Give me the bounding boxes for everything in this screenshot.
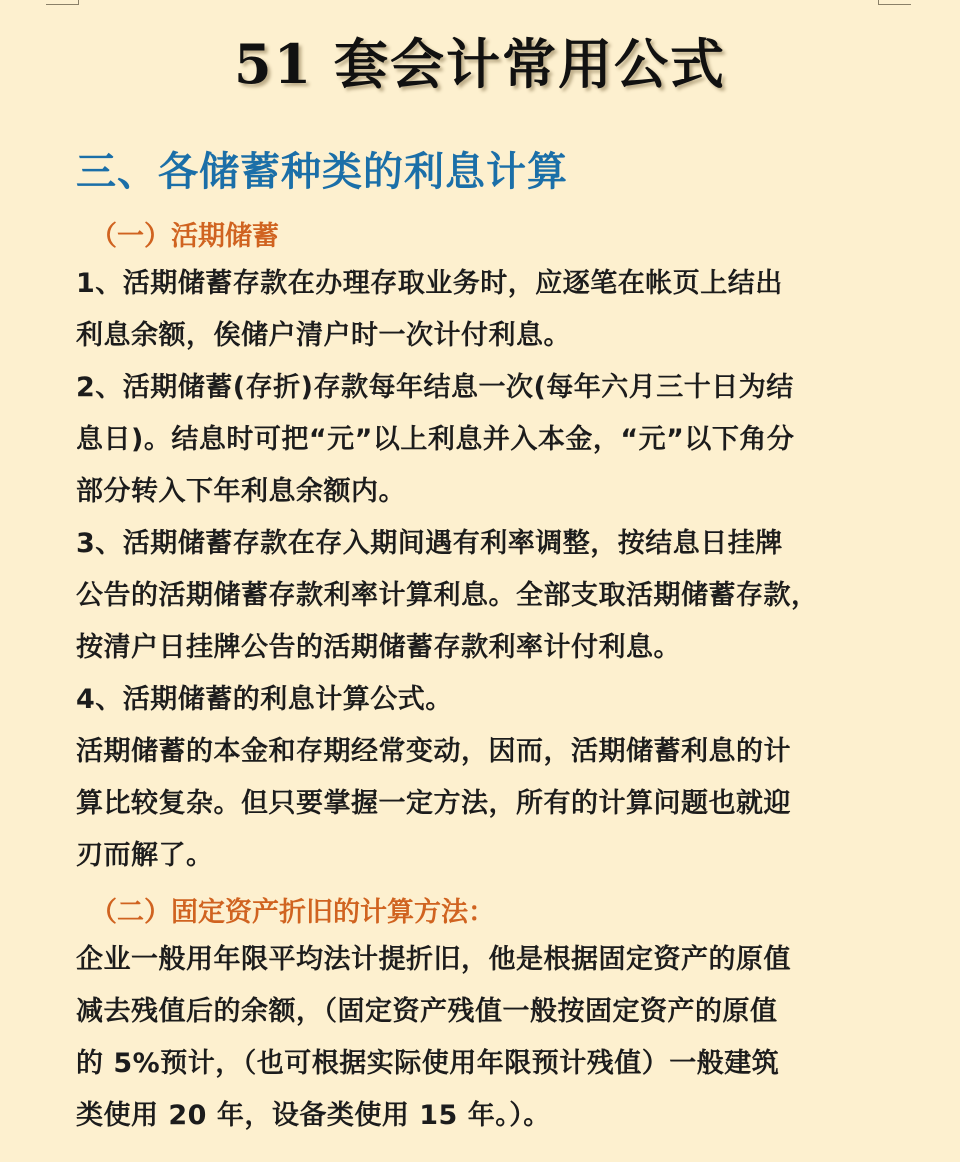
paragraph-line: 2、活期储蓄(存折)存款每年结息一次(每年六月三十日为结	[76, 372, 794, 403]
paragraph-line: 的 5%预计，（也可根据实际使用年限预计残值）一般建筑	[76, 1048, 780, 1079]
paragraph-item-3	[76, 518, 906, 674]
paragraph-line: 按清户日挂牌公告的活期储蓄存款利率计付利息。	[76, 632, 681, 663]
paragraph-line: 利息余额，俟储户清户时一次计付利息。	[76, 320, 571, 351]
crop-mark-top-right	[878, 0, 911, 5]
paragraph-item-4	[76, 674, 906, 726]
paragraph-item-2	[76, 362, 906, 518]
paragraph-line: 公告的活期储蓄存款利率计算利息。全部支取活期储蓄存款，	[76, 580, 819, 611]
paragraph-line: 企业一般用年限平均法计提折旧，他是根据固定资产的原值	[76, 944, 791, 975]
paragraph-line: 刃而解了。	[76, 840, 214, 871]
paragraph-line: 1、活期储蓄存款在办理存取业务时，应逐笔在帐页上结出	[76, 268, 783, 299]
subsection-heading-demand-savings: （一）活期储蓄	[90, 221, 279, 252]
paragraph-line: 算比较复杂。但只要掌握一定方法，所有的计算问题也就迎	[76, 788, 791, 819]
paragraph-line: 活期储蓄的本金和存期经常变动，因而，活期储蓄利息的计	[76, 736, 791, 767]
paragraph-line: 4、活期储蓄的利息计算公式。	[76, 684, 453, 715]
paragraph-depreciation	[76, 934, 906, 1142]
subsection-heading-depreciation: （二）固定资产折旧的计算方法：	[90, 897, 495, 928]
paragraph-line: 3、活期储蓄存款在存入期间遇有利率调整，按结息日挂牌	[76, 528, 783, 559]
paragraph-line: 息日)。结息时可把“元”以上利息并入本金，“元”以下角分	[76, 424, 795, 455]
paragraph-line: 减去残值后的余额，（固定资产残值一般按固定资产的原值	[76, 996, 778, 1027]
paragraph-line: 部分转入下年利息余额内。	[76, 476, 406, 507]
crop-mark-top-left	[46, 0, 79, 5]
paragraph-line: 类使用 20 年，设备类使用 15 年。）。	[76, 1100, 551, 1131]
paragraph-item-1	[76, 258, 906, 362]
paragraph-demand-savings-explanation	[76, 726, 906, 882]
section-heading-savings-interest: 三、各储蓄种类的利息计算	[76, 149, 568, 195]
document-title: 51 套会计常用公式	[234, 32, 726, 96]
